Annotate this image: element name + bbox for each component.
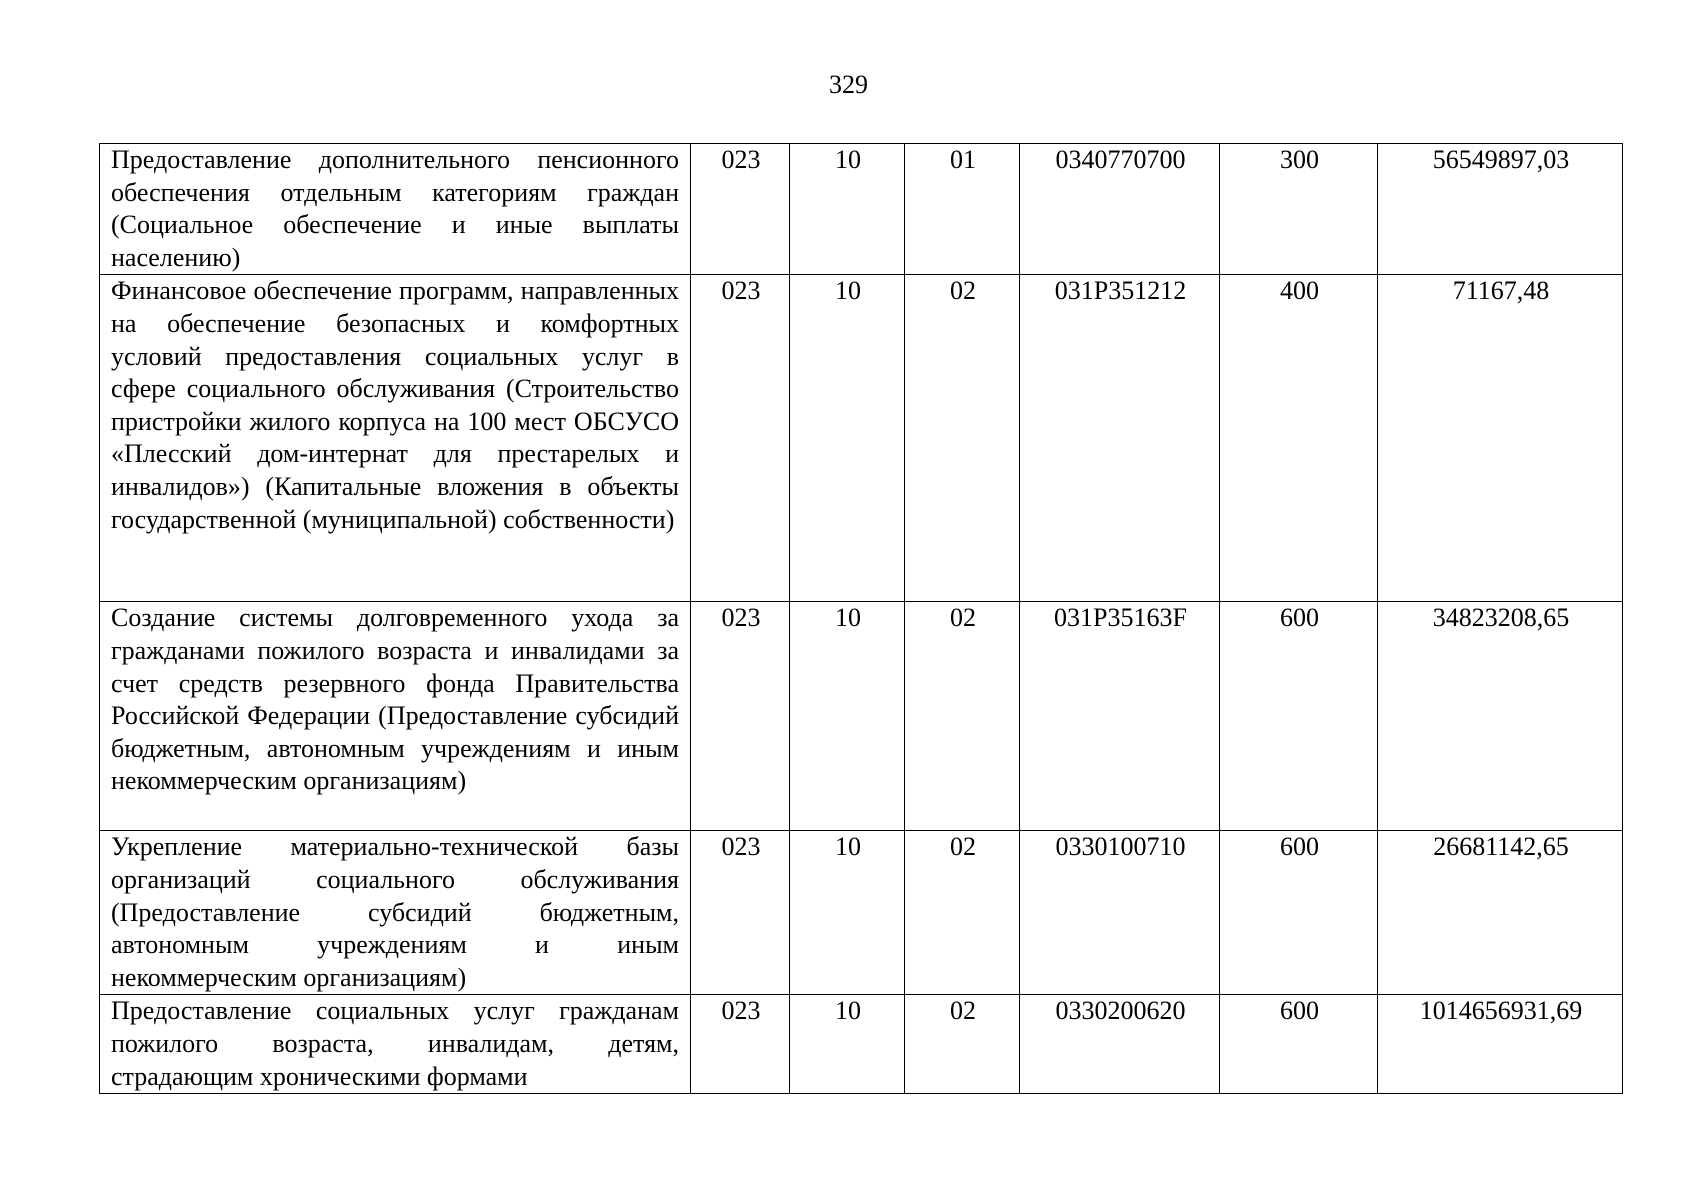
row-target-article: 031P35163F bbox=[1020, 602, 1220, 831]
row-section-code: 10 bbox=[790, 275, 905, 602]
row-subsection-code: 02 bbox=[905, 831, 1020, 995]
row-description: Предоставление дополнительного пенсионного обеспечения отдельным категориям граждан (Социальное обеспечение и иные выплаты населению) bbox=[100, 144, 691, 275]
row-section-code: 10 bbox=[790, 144, 905, 275]
row-grbs-code: 023 bbox=[691, 831, 790, 995]
row-amount: 26681142,65 bbox=[1378, 831, 1623, 995]
row-target-article: 0330200620 bbox=[1020, 995, 1220, 1094]
budget-table bbox=[99, 143, 1623, 1094]
row-grbs-code: 023 bbox=[691, 144, 790, 275]
row-target-article: 031P351212 bbox=[1020, 275, 1220, 602]
table-row bbox=[100, 144, 1623, 275]
row-amount: 1014656931,69 bbox=[1378, 995, 1623, 1094]
row-amount: 34823208,65 bbox=[1378, 602, 1623, 831]
row-description: Предоставление социальных услуг гражданам пожилого возраста, инвалидам, детям, страдающим хроническими формами bbox=[100, 995, 691, 1094]
table-row bbox=[100, 275, 1623, 602]
row-grbs-code: 023 bbox=[691, 995, 790, 1094]
row-description: Создание системы долговременного ухода за гражданами пожилого возраста и инвалидами за счет средств резервного фонда Правительства Российской Федерации (Предоставление субсидий бюджетным, автономным учреждениям и иным некоммерческим организациям) bbox=[100, 602, 691, 831]
table-row bbox=[100, 602, 1623, 831]
row-section-code: 10 bbox=[790, 831, 905, 995]
table-row bbox=[100, 831, 1623, 995]
row-section-code: 10 bbox=[790, 602, 905, 831]
row-section-code: 10 bbox=[790, 995, 905, 1094]
row-description: Укрепление материально-технической базы организаций социального обслуживания (Предоставление субсидий бюджетным, автономным учреждениям и иным некоммерческим организациям) bbox=[100, 831, 691, 995]
row-expense-type: 600 bbox=[1220, 995, 1378, 1094]
row-expense-type: 300 bbox=[1220, 144, 1378, 275]
row-grbs-code: 023 bbox=[691, 602, 790, 831]
row-subsection-code: 01 bbox=[905, 144, 1020, 275]
row-target-article: 0330100710 bbox=[1020, 831, 1220, 995]
page-number: 329 bbox=[829, 70, 868, 99]
row-subsection-code: 02 bbox=[905, 602, 1020, 831]
row-expense-type: 600 bbox=[1220, 831, 1378, 995]
row-amount: 56549897,03 bbox=[1378, 144, 1623, 275]
row-expense-type: 600 bbox=[1220, 602, 1378, 831]
row-expense-type: 400 bbox=[1220, 275, 1378, 602]
row-description: Финансовое обеспечение программ, направленных на обеспечение безопасных и комфортных условий предоставления социальных услуг в сфере социального обслуживания (Строительство пристройки жилого корпуса на 100 мест ОБСУСО «Плесский дом-интернат для престарелых и инвалидов») (Капитальные вложения в объекты государственной (муниципальной) собственности) bbox=[100, 275, 691, 602]
row-subsection-code: 02 bbox=[905, 275, 1020, 602]
row-target-article: 0340770700 bbox=[1020, 144, 1220, 275]
table-row bbox=[100, 995, 1623, 1094]
row-grbs-code: 023 bbox=[691, 275, 790, 602]
row-amount: 71167,48 bbox=[1378, 275, 1623, 602]
row-subsection-code: 02 bbox=[905, 995, 1020, 1094]
